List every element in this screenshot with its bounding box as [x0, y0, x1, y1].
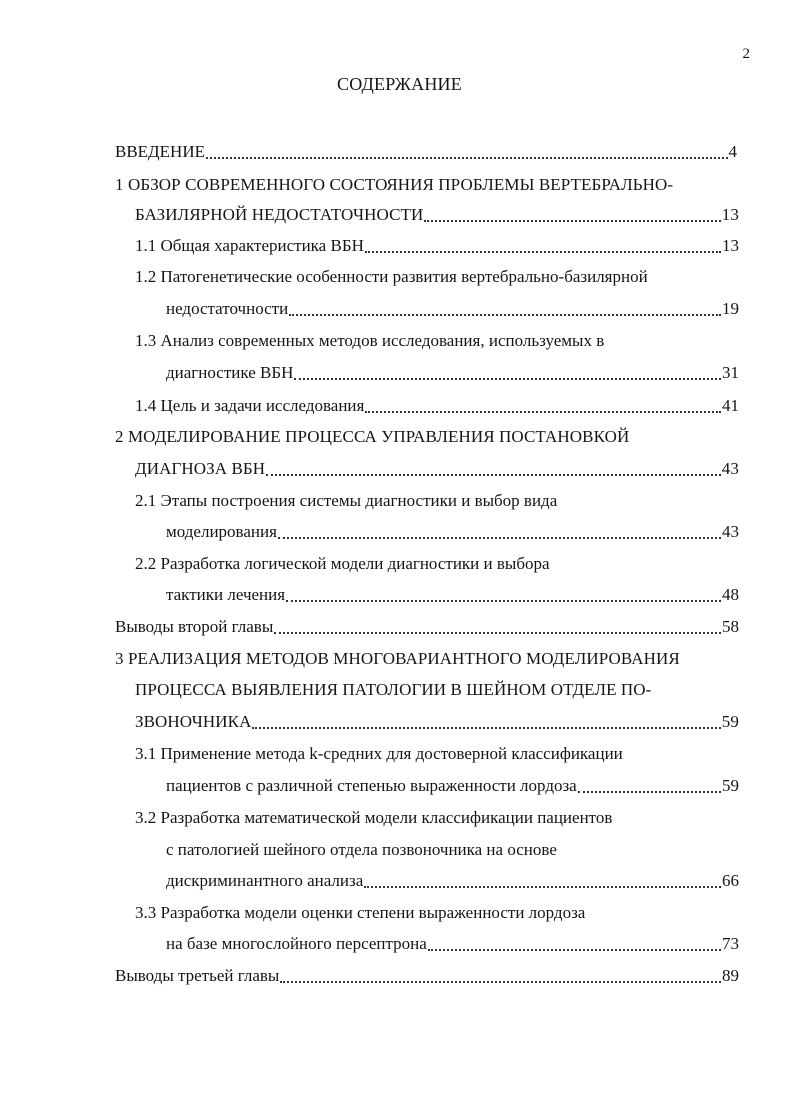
dot-leader — [289, 314, 721, 316]
dot-leader — [286, 600, 721, 602]
toc-entry-label: пациентов с различной степенью выраженности лордоза — [166, 776, 577, 795]
toc-entry-label: 1.1 Общая характеристика ВБН — [135, 236, 364, 255]
dot-leader — [266, 474, 721, 476]
toc-entry-chapter-1[interactable] — [135, 201, 739, 229]
toc-chapter-3-line-1: 3 РЕАЛИЗАЦИЯ МЕТОДОВ МНОГОВАРИАНТНОГО МОДЕЛИРОВАНИЯ — [115, 649, 680, 668]
toc-entry-chapter-2[interactable] — [135, 455, 739, 483]
toc-title: СОДЕРЖАНИЕ — [337, 74, 462, 94]
toc-entry-page: 73 — [722, 934, 739, 953]
toc-section-3-1-line-1: 3.1 Применение метода k-средних для достоверной классификации — [135, 744, 623, 763]
toc-entry-page: 48 — [722, 585, 739, 604]
toc-entry-label: диагностике ВБН — [166, 363, 294, 382]
toc-entry-label: дискриминантного анализа — [166, 871, 364, 890]
dot-leader — [424, 220, 720, 222]
toc-entry-page: 13 — [721, 205, 739, 224]
toc-entry-page: 59 — [722, 776, 739, 795]
toc-entry-label: 1.4 Цель и задачи исследования — [135, 396, 365, 415]
toc-entry-label: недостаточности — [166, 299, 289, 318]
toc-entry-label: ВВЕДЕНИЕ — [115, 142, 205, 161]
toc-entry-page: 43 — [721, 459, 739, 478]
toc-entry-page: 31 — [722, 363, 739, 382]
toc-entry-conclusions-chapter-3[interactable] — [115, 962, 739, 990]
toc-entry-label: на базе многослойного персептрона — [166, 934, 427, 953]
dot-leader — [364, 886, 721, 888]
dot-leader — [274, 632, 721, 634]
toc-entry-page: 59 — [721, 712, 739, 731]
toc-section-2-1-line-1: 2.1 Этапы построения системы диагностики и выбор вида — [135, 491, 558, 510]
dot-leader — [278, 537, 721, 539]
toc-chapter-1-line-1: 1 ОБЗОР СОВРЕМЕННОГО СОСТОЯНИЯ ПРОБЛЕМЫ ВЕРТЕБРАЛЬНО- — [115, 175, 674, 194]
toc-chapter-3-line-2: ПРОЦЕССА ВЫЯВЛЕНИЯ ПАТОЛОГИИ В ШЕЙНОМ ОТДЕЛЕ ПО- — [135, 680, 652, 699]
toc-entry-page: 41 — [722, 396, 739, 415]
dot-leader — [365, 411, 721, 413]
toc-entry-page: 19 — [722, 299, 739, 318]
dot-leader — [428, 949, 721, 951]
toc-entry-page: 13 — [722, 236, 739, 255]
toc-entry-section-3-3[interactable] — [166, 930, 739, 958]
dot-leader — [280, 981, 721, 983]
page-number: 2 — [742, 46, 750, 62]
toc-section-3-3-line-1: 3.3 Разработка модели оценки степени выраженности лордоза — [135, 903, 586, 922]
toc-entry-page: 43 — [722, 522, 739, 541]
toc-entry-label: моделирования — [166, 522, 277, 541]
toc-entry-label: Выводы третьей главы — [115, 966, 280, 985]
toc-entry-section-1-2[interactable] — [166, 295, 739, 323]
toc-section-1-3-line-1: 1.3 Анализ современных методов исследования, используемых в — [135, 331, 605, 350]
toc-chapter-2-line-1: 2 МОДЕЛИРОВАНИЕ ПРОЦЕССА УПРАВЛЕНИЯ ПОСТАНОВКОЙ — [115, 427, 630, 446]
toc-entry-section-1-1[interactable] — [135, 232, 739, 260]
toc-entry-page: 58 — [722, 617, 739, 636]
toc-section-2-2-line-1: 2.2 Разработка логической модели диагностики и выбора — [135, 554, 550, 573]
toc-entry-page: 66 — [722, 871, 739, 890]
toc-entry-chapter-3[interactable] — [135, 708, 739, 736]
dot-leader — [294, 378, 721, 380]
toc-entry-label: тактики лечения — [166, 585, 286, 604]
dot-leader — [252, 727, 720, 729]
toc-entry-label: ДИАГНОЗА ВБН — [135, 459, 266, 478]
toc-entry-introduction[interactable] — [115, 138, 737, 166]
toc-entry-label: ЗВОНОЧНИКА — [135, 712, 252, 731]
toc-entry-section-2-1[interactable] — [166, 518, 739, 546]
toc-entry-section-3-1[interactable] — [166, 772, 739, 800]
toc-entry-page: 4 — [728, 142, 737, 161]
toc-entry-section-1-3[interactable] — [166, 359, 739, 387]
toc-entry-section-2-2[interactable] — [166, 581, 739, 609]
dot-leader — [578, 791, 721, 793]
toc-entry-section-3-2[interactable] — [166, 867, 739, 895]
toc-section-3-2-line-2: с патологией шейного отдела позвоночника на основе — [166, 840, 557, 859]
toc-entry-label: Выводы второй главы — [115, 617, 274, 636]
toc-entry-page: 89 — [722, 966, 739, 985]
dot-leader — [365, 251, 721, 253]
dot-leader — [206, 157, 728, 159]
toc-section-3-2-line-1: 3.2 Разработка математической модели классификации пациентов — [135, 808, 613, 827]
toc-entry-section-1-4[interactable] — [135, 392, 739, 420]
toc-entry-label: БАЗИЛЯРНОЙ НЕДОСТАТОЧНОСТИ — [135, 205, 424, 224]
toc-section-1-2-line-1: 1.2 Патогенетические особенности развития вертебрально-базилярной — [135, 267, 648, 286]
toc-entry-conclusions-chapter-2[interactable] — [115, 613, 739, 641]
